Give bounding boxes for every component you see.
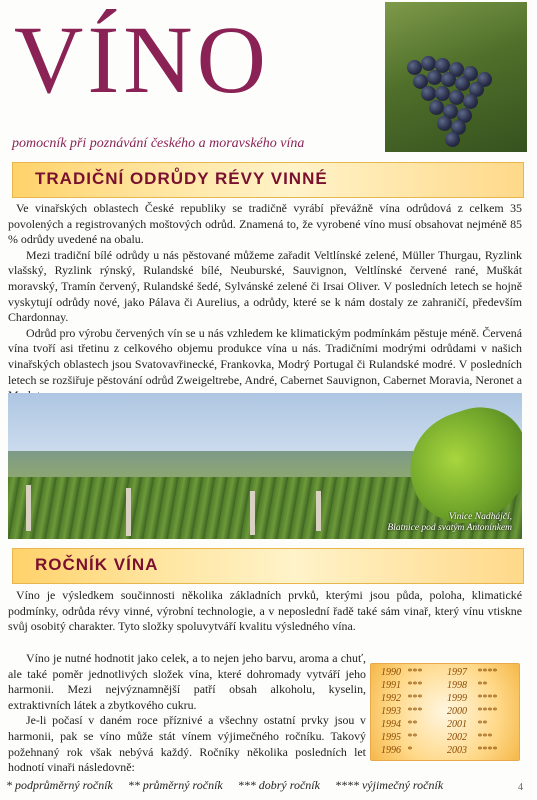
vintage-row: 1993 *** 2000 **** <box>381 706 497 717</box>
caption-line-2: Blatnice pod svatým Antonínkem <box>387 523 512 533</box>
legend-item: **** výjimečný ročník <box>334 778 444 792</box>
vintage-row: 1996 * 2003 **** <box>381 745 497 756</box>
caption-line-1: Vinice Nadhájčí, <box>448 512 512 522</box>
section-header-vintage <box>12 548 524 584</box>
section-title: ROČNÍK VÍNA <box>35 555 159 574</box>
legend-item: ** průměrný ročník <box>127 778 223 792</box>
grapes-photo <box>385 2 527 152</box>
vineyard-photo <box>8 393 522 539</box>
vintage-paragraph-1: Víno je výsledkem součinnosti několika základních prvků, kterými jsou půda, poloha, klimatické podmínky, odrůda révy vinné, výrobní technologie, a v neposlední řadě také sám vinař, který vínu vtiskne svůj osobitý charakter. Tyto složky spoluvytváří kvalitu výsledného vína. <box>8 588 522 634</box>
legend-item: * podprůměrný ročník <box>6 778 113 792</box>
vintage-row: 1994 ** 2001 ** <box>381 719 487 730</box>
varieties-paragraph-3: Odrůd pro výrobu červených vín se u nás vzhledem ke klimatickým podmínkám pěstuje méně. Červená vína tvoří asi třetinu z celkového objemu produkce vína u nás. Tradičními modrými odrůdami v našich vinařských oblastech jsou Svatovavřinecké, Frankovka, Modrý Portugal či Rulandské modré. V posledních letech se rozšiřuje pěstování odrůd Zweigeltrebe, André, Cabernet Sauvignon, Cabernet Moravia, Neronet a <box>8 325 522 387</box>
legend-item: *** dobrý ročník <box>237 778 320 792</box>
vintage-paragraph-2: Víno je nutné hodnotit jako celek, a to nejen jeho barvu, aroma a chuť, ale také poměr jednotlivých složek vína, které dohromady vytváří jeho harmonii. Mezi nejvýznamnější patří obsah alkoholu, kyselin, extraktivních látek a zbytkového cukru. <box>8 651 366 712</box>
page-title: VÍNO <box>14 6 270 113</box>
vintage-paragraph-3: Je-li počasí v daném roce příznivé a všechny ostatní prvky jsou v harmonii, pak se víno může stát vínem výjimečného ročníku. Takový požehnaný rok však nebývá každý. Ročníky několika posledních let hodnotí vinaři následovně: <box>8 713 366 775</box>
varieties-paragraph-2: Mezi tradiční bílé odrůdy u nás pěstované můžeme zařadit Veltlínské zelené, Müller Thurgau, Ryzlink vlašský, Ryzlink rýnský, Rulandské bílé, Neuburské, Sauvignon, Veltlínské červené rané, Muškát moravský, Tramín červený, Rulandské šedé, Sylvánské zelené či Irsai Oliver. V posledních letech se hojně vyskytují odrůdy nové, jako Pálava či Aurelius, a odrůdy, které se k nám dostaly ze zahraničí, především Chardonnay. <box>8 247 522 325</box>
vintage-row: 1991 *** 1998 ** <box>381 680 487 691</box>
photo-caption <box>387 512 512 534</box>
vintage-intro-text <box>8 588 522 635</box>
page-number: 4 <box>518 782 523 793</box>
varieties-paragraph-1: Ve vinařských oblastech České republiky se tradičně vyrábí převážně vína odrůdová z celkem 35 povolených a registrovaných moštových odrůd. Znamená to, že vyrobené víno musí obsahovat nejméně 85 % odrůdy uvedené na obalu. <box>8 201 522 247</box>
section-title: TRADIČNÍ ODRŮDY RÉVY VINNÉ <box>35 169 328 188</box>
vintage-row: 1990 *** 1997 **** <box>381 667 497 678</box>
vintage-rating-table <box>370 663 520 761</box>
page-subtitle: pomocník při poznávání českého a moravského vína <box>12 136 305 151</box>
section-header-varieties <box>12 162 524 198</box>
varieties-text <box>8 201 522 404</box>
vintage-legend <box>6 778 455 793</box>
vintage-body-text <box>8 651 366 776</box>
vintage-row: 1992 *** 1999 **** <box>381 693 497 704</box>
vintage-row: 1995 ** 2002 *** <box>381 732 492 743</box>
